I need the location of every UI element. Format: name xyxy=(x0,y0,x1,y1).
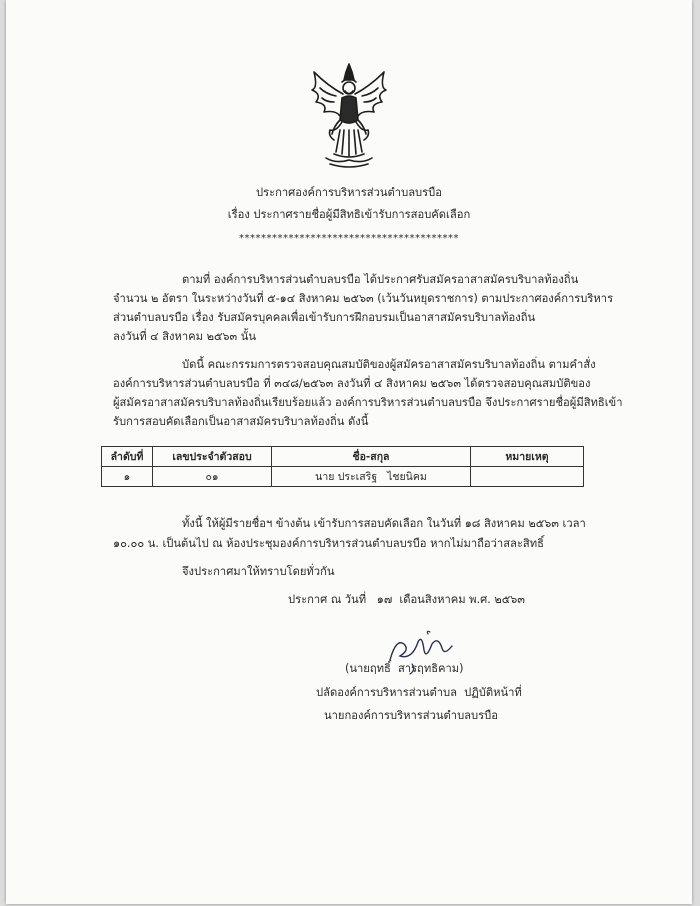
announcement-title: ประกาศองค์การบริหารส่วนตำบลบรบือ xyxy=(256,186,442,199)
column-header: หมายเหตุ xyxy=(471,447,584,467)
paragraph-line: บัดนี้ คณะกรรมการตรวจสอบคุณสมบัติของผู้สมัครอาสาสมัครบริบาลท้องถิ่น ตามคำสั่ง xyxy=(182,358,596,371)
paragraph-line: ทั้งนี้ ให้ผู้มีรายชื่อฯ ข้างต้น เข้ารับการสอบคัดเลือก ในวันที่ ๑๘ สิงหาคม ๒๕๖๓ เวลา xyxy=(182,517,586,530)
candidate-table xyxy=(101,446,584,487)
paragraph-line: ตามที่ องค์การบริหารส่วนตำบลบรบือ ได้ประกาศรับสมัครอาสาสมัครบริบาลท้องถิ่น xyxy=(182,273,579,286)
column-header: เลขประจำตัวสอบ xyxy=(153,447,272,467)
paragraph-line: ลงวันที่ ๔ สิงหาคม ๒๕๖๓ นั้น xyxy=(113,330,257,343)
table-cell: นาย ประเสริฐ ไชยนิคม xyxy=(272,467,471,487)
signer-position: ปลัดองค์การบริหารส่วนตำบล ปฏิบัติหน้าที่ xyxy=(316,686,522,699)
paragraph-line: ๑๐.๐๐ น. เป็นต้นไป ณ ห้องประชุมองค์การบริหารส่วนตำบลบรบือ หากไม่มาถือว่าสละสิทธิ์ xyxy=(113,537,544,550)
column-header: ลำดับที่ xyxy=(102,447,153,467)
table-cell: ๑ xyxy=(102,467,153,487)
signer-name: (นายฤทธิ์ สารฤทธิคาม) xyxy=(345,662,464,675)
closing-statement: จึงประกาศมาให้ทราบโดยทั่วกัน xyxy=(182,565,335,578)
paragraph-line: ผู้สมัครอาสาสมัครบริบาลท้องถิ่นเรียบร้อยแล้ว องค์การบริหารส่วนตำบลบรบือ จึงประกาศรายชื่อผู้มีสิทธิเข้า xyxy=(113,396,623,409)
garuda-emblem-icon xyxy=(306,60,392,170)
signer-position: นายกองค์การบริหารส่วนตำบลบรบือ xyxy=(324,709,498,722)
paragraph-line: รับการสอบคัดเลือกเป็นอาสาสมัครบริบาลท้องถิ่น ดังนี้ xyxy=(113,415,369,428)
paragraph-line: องค์การบริหารส่วนตำบลบรบือ ที่ ๓๔๘/๒๕๖๓ ลงวันที่ ๔ สิงหาคม ๒๕๖๓ ได้ตรวจสอบคุณสมบัติของ xyxy=(113,377,591,390)
divider-stars: **************************************** xyxy=(239,233,459,244)
table-header-row xyxy=(102,447,584,467)
column-header: ชื่อ-สกุล xyxy=(272,447,471,467)
table-cell: ๐๑ xyxy=(153,467,272,487)
announcement-subject: เรื่อง ประกาศรายชื่อผู้มีสิทธิเข้ารับการสอบคัดเลือก xyxy=(227,208,471,221)
table-cell xyxy=(471,467,584,487)
paragraph-line: จำนวน ๒ อัตรา ในระหว่างวันที่ ๕-๑๔ สิงหาคม ๒๕๖๓ (เว้นวันหยุดราชการ) ตามประกาศองค์การบริหาร xyxy=(113,292,614,305)
announcement-date: ประกาศ ณ วันที่ ๑๗ เดือนสิงหาคม พ.ศ. ๒๕๖๓ xyxy=(288,593,525,606)
table-row xyxy=(102,467,584,487)
document-page xyxy=(6,0,692,904)
paragraph-line: ส่วนตำบลบรบือ เรื่อง รับสมัครบุคคลเพื่อเข้ารับการฝึกอบรมเป็นอาสาสมัครบริบาลท้องถิ่น xyxy=(113,311,536,324)
